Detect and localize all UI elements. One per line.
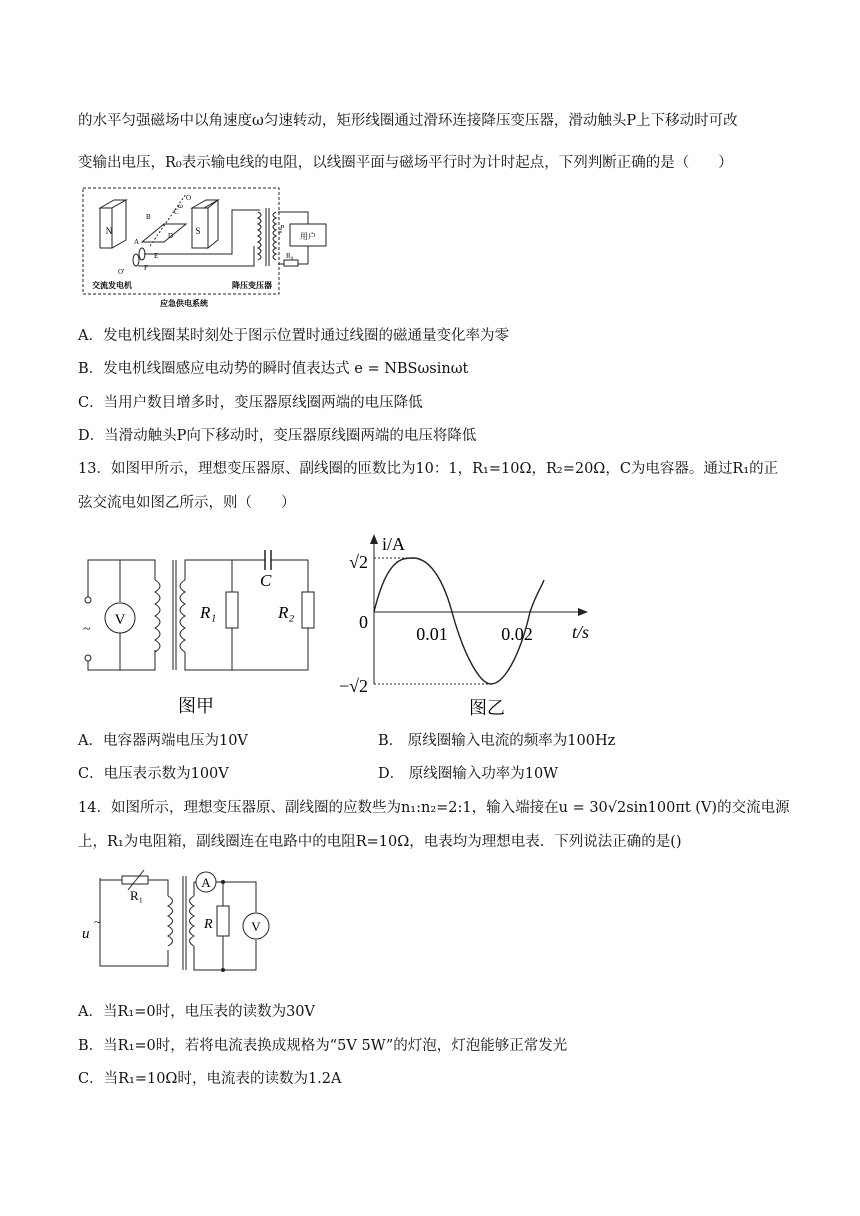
q13-stem-line2: 弦交流电如图乙所示，则（ ） [78,495,296,511]
svg-text:A: A [134,238,140,246]
x-axis-label: t/s [572,622,590,642]
svg-text:F: F [144,264,148,272]
svg-text:V: V [251,919,261,934]
q14-option-c: C．当R₁=10Ω时，电流表的读数为1.2A [78,1071,342,1087]
r-resistor [217,906,229,936]
y-axis-label: i/A [382,534,406,554]
fig-a-caption: 图甲 [178,696,214,716]
svg-text:O: O [186,194,192,202]
svg-text:P: P [280,224,285,232]
secondary-coil [190,896,195,946]
q12-intro-line2: 变输出电压，R₀表示输电线的电阻，以线圈平面与磁场平行时为计时起点，下列判断正确的是（ ） [78,155,733,171]
svg-text:u: u [82,926,90,942]
q13-circuit-figure [80,540,330,720]
svg-text:R₂: R₂ [278,603,295,622]
q12-option-c: C．当用户数目增多时，变压器原线圈两端的电压降低 [78,395,423,411]
svg-text:R₀: R₀ [286,252,294,260]
q13-option-b: B． 原线圈输入电流的频率为100Hz [378,733,616,749]
svg-text:E: E [154,252,159,260]
svg-text:~: ~ [94,915,101,929]
svg-text:N: N [105,226,113,236]
primary-coil [155,580,160,652]
primary-coil [258,212,261,260]
svg-text:降压变压器: 降压变压器 [232,281,272,290]
xtick-001: 0.01 [416,624,448,644]
origin-label: 0 [359,612,368,632]
svg-text:用户: 用户 [300,232,316,241]
q13-option-d: D． 原线圈输入功率为10W [378,766,559,782]
svg-text:R: R [204,917,213,932]
svg-text:交流发电机: 交流发电机 [92,281,132,290]
q12-intro-line1: 的水平匀强磁场中以角速度ω匀速转动，矩形线圈通过滑环连接降压变压器，滑动触头P上下移动时可改 [78,113,738,129]
q14-option-a: A．当R₁=0时，电压表的读数为30V [78,1004,315,1020]
ytick-top: √2 [349,552,368,572]
fig-b-caption: 图乙 [469,698,505,718]
q14-circuit-figure [80,866,280,976]
q12-option-b: B．发电机线圈感应电动势的瞬时值表达式 e = NBSωsinωt [78,361,469,377]
xtick-002: 0.02 [501,624,533,644]
sine-curve [374,558,544,684]
q14-stem-line2: 上，R₁为电阻箱，副线圈连在电路中的电阻R=10Ω，电表均为理想电表．下列说法正确的是() [78,834,682,850]
svg-text:C: C [260,571,272,590]
svg-text:B: B [146,213,151,221]
svg-text:R₁: R₁ [200,603,217,622]
r1-resistor [226,592,238,628]
q13-current-graph [332,528,602,720]
svg-text:应急供电系统: 应急供电系统 [160,299,208,308]
svg-text:V: V [114,612,126,628]
slip-ring [133,254,139,266]
r0-resistor [284,260,298,266]
svg-text:A: A [201,875,211,890]
svg-text:C: C [174,208,179,216]
secondary-coil [273,212,276,260]
magnet-n [100,200,126,248]
svg-text:ω: ω [178,202,183,210]
q14-option-b: B．当R₁=0时，若将电流表换成规格为“5V 5W”的灯泡，灯泡能够正常发光 [78,1038,568,1054]
svg-text:O': O' [118,268,125,276]
magnet-s [192,200,218,248]
ytick-bottom: −√2 [338,676,368,696]
q13-option-c: C．电压表示数为100V [78,766,229,782]
r1-rheostat [122,876,148,884]
svg-text:D: D [168,232,174,240]
q12-generator-figure [82,186,294,310]
primary-coil [168,896,173,946]
svg-text:~: ~ [83,622,91,637]
q12-user-circuit [278,196,338,274]
q12-option-d: D．当滑动触头P向下移动时，变压器原线圈两端的电压将降低 [78,428,477,444]
svg-text:S: S [195,226,201,236]
q13-stem-line1: 13．如图甲所示，理想变压器原、副线圈的匝数比为10：1，R₁=10Ω，R₂=20Ω，C为电容器。通过R₁的正 [78,461,779,477]
svg-text:R₁: R₁ [130,888,144,903]
rectangular-coil [142,224,186,242]
q12-option-a: A．发电机线圈某时刻处于图示位置时通过线圈的磁通量变化率为零 [78,328,509,344]
r2-resistor [302,592,314,628]
q14-stem-line1: 14．如图所示，理想变压器原、副线圈的应数些为n₁:n₂=2:1，输入端接在u = 30√2sin100πt (V)的交流电源 [78,800,790,816]
q13-option-a: A．电容器两端电压为10V [78,733,248,749]
secondary-coil [180,580,185,652]
